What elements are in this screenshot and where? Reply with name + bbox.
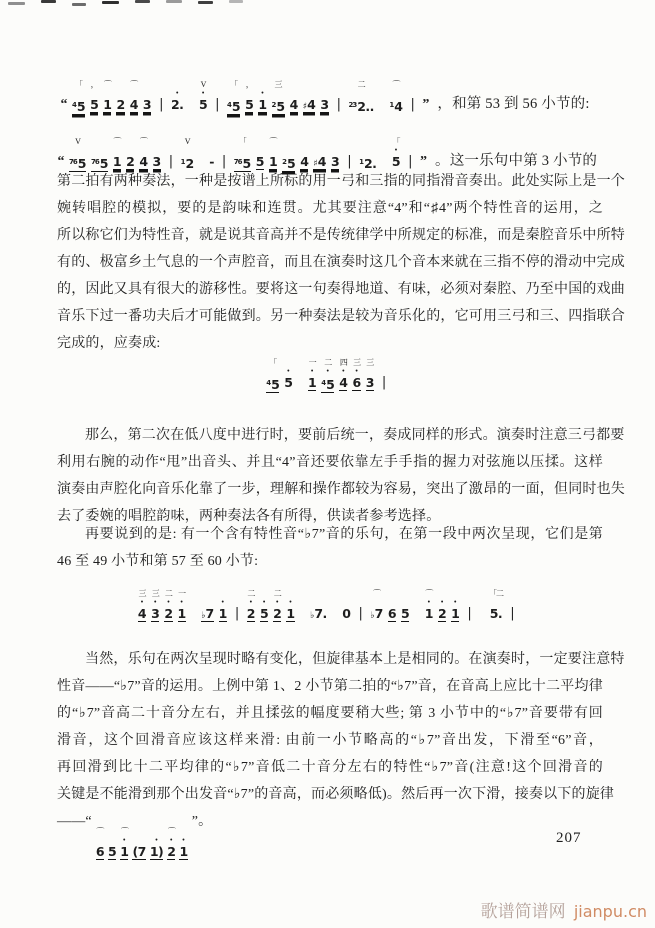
quote-mark: “	[57, 154, 64, 169]
jianpu-notation-inline	[94, 827, 190, 866]
barline: |	[221, 154, 226, 169]
note: 2	[126, 154, 135, 169]
fragment-dash	[102, 1, 119, 4]
note: ⌒ 4	[139, 137, 148, 169]
paragraph-line: 去了委婉的唱腔韵味，两种奏法各有所得，供读者参考选择。	[57, 509, 441, 524]
note: V $^{76}$5	[69, 137, 86, 171]
note: • 1	[451, 598, 460, 621]
note: 3	[152, 154, 161, 169]
note: 0	[342, 606, 351, 621]
inline-notation-suffix: ”。	[191, 814, 213, 829]
note: 二 • 2	[246, 589, 255, 621]
note: 三 • 6	[352, 358, 361, 390]
paragraph-1	[57, 168, 625, 357]
note: 二 $^{23}$2..	[348, 80, 374, 114]
quote-mark: “	[60, 97, 67, 112]
note: • 5	[259, 598, 269, 621]
note: • 1	[179, 836, 188, 859]
note: 二 • 2	[164, 589, 173, 621]
barline: |	[234, 606, 239, 621]
note: • 1	[258, 89, 267, 112]
jianpu-notation	[135, 583, 519, 628]
barline: |	[408, 154, 412, 169]
note: 2	[116, 97, 125, 112]
quote-mark: ”	[422, 97, 429, 112]
barline: |	[381, 375, 386, 390]
note: 4	[300, 154, 309, 169]
paragraph-line: 滑音，这个回滑音应该这样来滑: 由前一小节略高的“♭7”音出发，下滑至“6”音，	[57, 733, 603, 748]
paragraph-line: 再回滑到比十二平均律的“♭7”音低二十音分左右的特性“♭7”音(注意!这个回滑音的	[57, 760, 603, 775]
paragraph-line: 的“♭7”音高二十音分左右，并且揉弦的幅度要稍大些; 第 3 小节中的“♭7”音要带有回	[57, 706, 603, 721]
note: (7	[132, 844, 146, 859]
paragraph-line: 完成的，应奏成:	[57, 336, 161, 351]
note: V • 5	[198, 80, 208, 112]
note: 三 3	[365, 358, 374, 390]
fragment-dash	[198, 1, 213, 4]
previous-page-fragment-dashes	[8, 0, 259, 8]
fragment-dash	[166, 0, 182, 3]
note: • 1	[218, 598, 227, 621]
notation-block-bottom	[0, 583, 655, 628]
paragraph-line: 关键是不能滑到那个出发音“♭7”的音高，而必须略低)。然后再一次下滑，接奏以下的旋律	[57, 787, 615, 802]
paragraph-line: 46 至 49 小节和第 57 至 60 小节:	[57, 554, 259, 569]
note: ♭7.	[310, 606, 327, 621]
paragraph-line: 有的、极富乡土气息的一个声腔音，而且在演奏时这几个音本来就在三指不停的滑动中完成	[57, 255, 625, 270]
barline: |	[159, 97, 163, 112]
barline: |	[467, 606, 472, 621]
paragraph-3	[57, 521, 603, 575]
note: 四 • 4	[339, 358, 348, 390]
paragraph-line: 演奏由声腔化向音乐化靠了一步，理解和操作都较为容易，突出了激昂的一面，但同时也失	[57, 482, 625, 497]
fragment-dash	[135, 0, 150, 3]
note: 三 • 3	[151, 589, 160, 621]
fragment-dash	[8, 2, 25, 5]
note: • 1)	[149, 836, 164, 859]
jianpu-notation	[264, 352, 392, 397]
paragraph-line: 那么，第二次在低八度中进行时，要前后统一，奏成同样的形式。演奏时注意三弓都要	[85, 428, 625, 443]
note: 3	[142, 97, 152, 112]
note: 3	[320, 97, 329, 112]
note: ⌒ 1	[112, 137, 122, 169]
barline: |	[510, 606, 515, 621]
note: 6	[387, 606, 397, 621]
note: ♯4	[302, 97, 316, 112]
note: ♭7	[201, 606, 214, 621]
note: 「 $^4$5	[227, 80, 241, 114]
note: V $^1$2	[180, 137, 194, 171]
note: ⌒ • 2	[167, 827, 176, 859]
paragraph-line: 第二拍有两种奏法，一种是按谱上所标的用一弓和三指的同指滑音奏出。此处实际上是一个	[57, 174, 625, 189]
note: ⌒ • 1	[424, 589, 433, 621]
note: • 1	[286, 598, 295, 621]
paragraph-line: 当然，乐句在两次呈现时略有变化，但旋律基本上是相同的。在演奏时，一定要注意特	[85, 652, 625, 667]
paragraph-line: 婉转唱腔的模拟，要的是韵味和连贯。尤其要注意“4”和“♯4”两个特性音的运用，之	[57, 201, 603, 216]
note: 「 $^{76}$5	[233, 137, 251, 171]
note: 5	[255, 154, 264, 169]
paragraph-line: 音乐下过一番功夫后才可能做到。另一种奏法是较为音乐化的，它可用三弓和三、四指联合	[57, 309, 625, 324]
note: ♯4	[313, 154, 326, 169]
note: 「 $^4$5	[266, 358, 280, 392]
note: 三 • 4	[137, 589, 147, 621]
paragraph-line: 利用右腕的动作“甩”出音头、并且“4”音还要依靠左手手指的握力对弦施以压揉。这样	[57, 455, 603, 470]
note: $^{76}$5	[90, 156, 108, 171]
quote-mark: ”	[420, 154, 427, 169]
notation-line-1	[58, 74, 590, 119]
barline: |	[168, 154, 173, 169]
note: ⌒ ♭7	[370, 589, 383, 621]
paragraph-line: 再要说到的是: 有一个含有特性音“♭7”音的乐句，在第一段中两次呈现，它们是第	[85, 527, 603, 542]
jianpu-notation	[58, 74, 431, 119]
note: 二 • 2	[273, 589, 282, 621]
paragraph-line: 所以称它们为特性音，就是说其音高并不是传统律学中所规定的标准，而是秦腔音乐中所特	[57, 228, 625, 243]
note: $^2$5	[282, 156, 296, 171]
fragment-dash	[229, 0, 243, 3]
note: 「二 5.	[488, 589, 503, 621]
note: ， 5	[90, 80, 99, 112]
paragraph-line: 性音——“♭7”音的运用。上例中第 1、2 小节第二拍的“♭7”音，在音高上应比十二平均律	[57, 679, 603, 694]
notation-line-2-suffix: 。这一乐句中第 3 小节的	[435, 153, 598, 169]
note: ⌒ • 1	[120, 827, 129, 859]
note: 5	[401, 606, 410, 621]
note: 「 • 5	[391, 137, 401, 169]
barline: |	[410, 97, 415, 112]
inline-notation-prefix: ——“	[57, 814, 92, 829]
note: ⌒ 6	[95, 827, 105, 859]
note: 5	[108, 844, 117, 859]
note: • 2	[437, 598, 447, 621]
note: • 2.	[170, 89, 184, 112]
note: 二 • $^4$5	[321, 358, 335, 392]
paragraph-2	[57, 422, 625, 530]
note: ⌒ 1	[103, 80, 112, 112]
note: 3	[330, 154, 340, 169]
note: • 5	[284, 367, 293, 390]
barline: |	[347, 154, 352, 169]
barline: |	[336, 97, 341, 112]
paragraph-line: 的，因此又具有很大的游移性。要将这一句奏得地道、有味，必须对秦腔、乃至中国的戏曲	[57, 282, 625, 297]
note: ⌒ $^1$4	[389, 80, 403, 114]
watermark	[481, 897, 647, 922]
page-number: 207	[556, 830, 582, 846]
fragment-dash	[72, 3, 86, 6]
note: 4	[289, 97, 298, 112]
note: 「 $^4$5	[72, 80, 86, 114]
notation-block-middle	[0, 352, 655, 397]
notation-line-1-suffix: ，和第 53 到 56 小节的:	[437, 96, 590, 112]
fragment-dash	[41, 0, 56, 3]
barline: |	[215, 97, 220, 112]
note: ⌒ 1	[268, 137, 278, 169]
barline: |	[358, 606, 363, 621]
note: $^1$2.	[359, 156, 377, 171]
note: 一 • 1	[177, 589, 186, 621]
watermark-site-url: jianpu.cn	[573, 902, 647, 921]
note: ⌒ 4	[129, 80, 138, 112]
note: 一 • 1	[308, 358, 317, 390]
note: -	[209, 154, 214, 169]
note: 三 $^2$5	[271, 80, 285, 114]
watermark-site-name-cn: 歌谱简谱网	[480, 902, 566, 921]
note: ， 5	[245, 80, 254, 112]
